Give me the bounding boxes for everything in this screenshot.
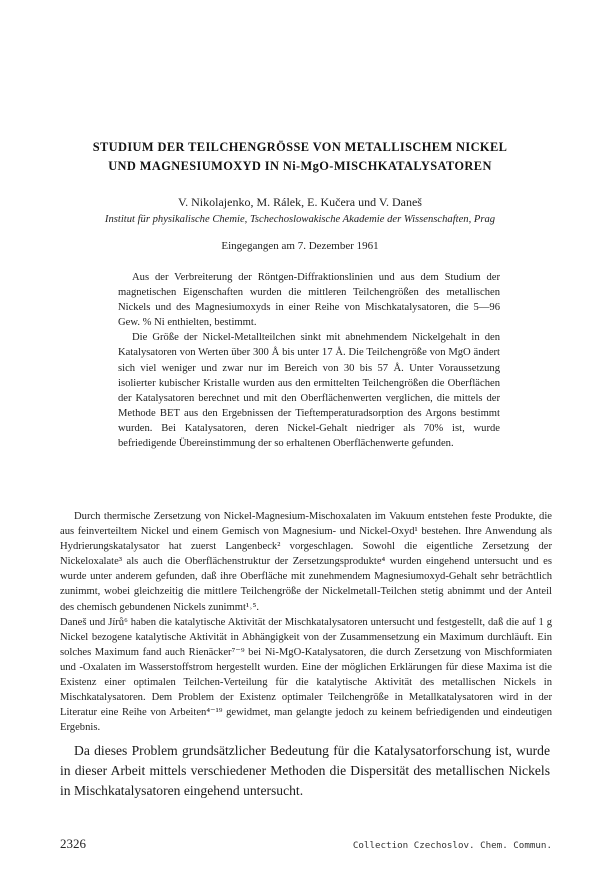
- body-paragraph-1: Durch thermische Zersetzung von Nickel-Magnesium-Mischoxalaten im Vakuum entstehen feste Produkte, die aus feinverteiltem Nickel und einem Gemisch von Magnesium- und Nickel-Oxyd¹ bestehen. Ihre Anwendung als Hydrierungskatalysator hat zuerst Langenbeck² vorgeschlagen. Sowohl die eigentliche Zersetzung der Nickeloxalate³ als auch die Oberflächenstruktur der Zersetzungsprodukte⁴ wurden eingehend untersucht und es wurde unter anderem gefunden, daß ihre Oberfläche mit zunehmendem Magnesiumoxyd-Gehalt sehr beträchtlich zunimmt, wobei gleichzeitig die mittlere Teilchengröße der Nickelmetall-Teilchen stetig abnimmt und der Anteil des chemisch gebundenen Nickels zunimmt¹˒⁵.: [60, 511, 552, 613]
- title-line-1: STUDIUM DER TEILCHENGRÖSSE VON METALLISCHEM NICKEL: [92, 140, 508, 154]
- page-number: 2326: [60, 836, 86, 851]
- author-list: V. Nikolajenko, M. Rálek, E. Kučera und V. Daneš: [178, 195, 422, 209]
- abstract: [118, 270, 500, 451]
- title-line-2: UND MAGNESIUMOXYD IN Ni-MgO-MISCHKATALYSATOREN: [108, 159, 492, 173]
- body-text: [60, 509, 552, 735]
- abstract-paragraph-2: Die Größe der Nickel-Metallteilchen sinkt mit abnehmendem Nickelgehalt in den Katalysatoren von Werten über 300 Å bis unter 17 Å. Die Teilchengröße von MgO ändert sich viel weniger und zwar nur im Bereich von 30 bis 57 Å. Unter Voraussetzung isolierter kubischer Kristalle wurden aus den ermittelten Teilchengrößen die Oberflächen der Katalysatoren berechnet und mit den Oberflächenwerten verglichen, die mittels der Methode BET aus den Ergebnissen der Tieftemperaturadsorption des Argons bestimmt wurden. Bei Katalysatoren, deren Nickel-Gehalt niedriger als 70% ist, wurde befriedigende Übereinstimmung der so erhaltenen Oberflächenwerte gefunden.: [118, 332, 500, 450]
- institute-affiliation: Institut für physikalische Chemie, Tschechoslowakische Akademie der Wissenschaften, Prag: [104, 214, 496, 225]
- paper-title: [60, 138, 540, 176]
- received-date: Eingegangen am 7. Dezember 1961: [221, 240, 379, 252]
- abstract-paragraph-1: Aus der Verbreiterung der Röntgen-Diffraktionslinien und aus dem Studium der magnetischen Eigenschaften wurden die mittleren Teilchengrößen des metallischen Nickels und des Magnesiumoxyds in einer Reihe von Mischkatalysatoren, die 5—96 Gew. % Ni enthielten, bestimmt.: [118, 272, 500, 329]
- closing-paragraph-block: [60, 741, 550, 801]
- journal-name: Collection Czechoslov. Chem. Commun.: [352, 840, 552, 851]
- closing-paragraph: Da dieses Problem grundsätzlicher Bedeutung für die Katalysatorforschung ist, wurde in dieser Arbeit mittels verschiedener Methoden die Dispersität des metallischen Nickels in Mischkatalysatoren eingehend untersucht.: [60, 743, 550, 798]
- body-paragraph-2: Daneš und Jírů⁶ haben die katalytische Aktivität der Mischkatalysatoren untersucht und festgestellt, daß die auf 1 g Nickel bezogene katalytische Aktivität in Abhängigkeit von der Zusammensetzung ein Maximum durchläuft. Ein solches Maximum fand auch Rienäcker⁷⁻⁹ bei Ni-MgO-Katalysatoren, die durch Zersetzung von Mischformiaten und -Oxalaten im Wasserstoffstrom hergestellt wurden. Eine der möglichen Erklärungen für diese Maxima ist die Existenz einer optimalen Teilchen-Verteilung für die katalytische Aktivität des metallischen Nickels in Mischkatalysatoren. Dem Problem der Existenz optimaler Teilchengröße in Metallkatalysatoren wird in der Literatur eine Reihe von Arbeiten⁴⁻¹⁹ gewidmet, man gelangte jedoch zu keinem befriedigenden und eindeutigen Ergebnis.: [60, 616, 552, 734]
